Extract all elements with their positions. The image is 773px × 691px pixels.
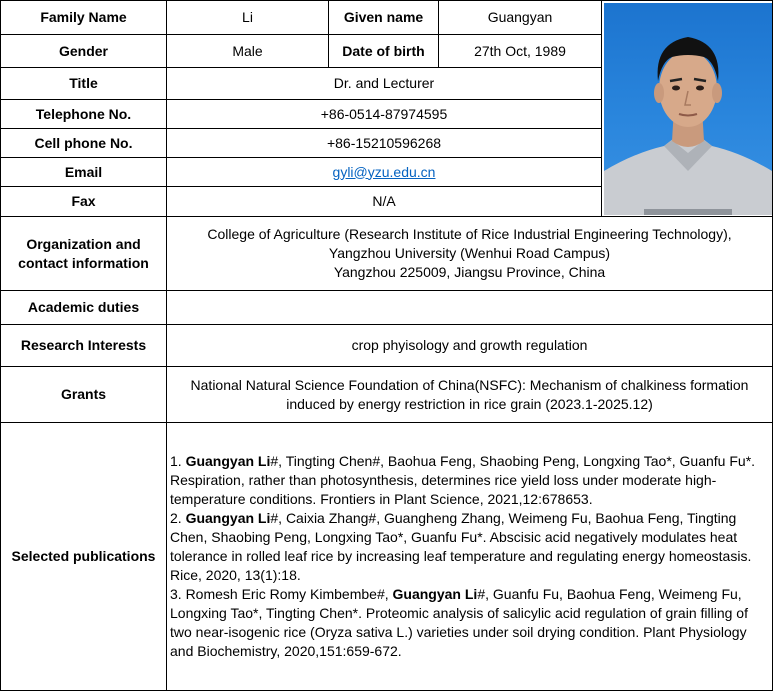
title-label: Title	[1, 68, 167, 100]
given-name-label: Given name	[329, 1, 439, 35]
organization-line2: Yangzhou University (Wenhui Road Campus)	[328, 245, 611, 261]
title-value: Dr. and Lecturer	[167, 68, 602, 100]
publication-item	[170, 452, 769, 509]
email-link[interactable]: gyli@yzu.edu.cn	[332, 163, 436, 180]
family-name-label: Family Name	[1, 1, 167, 35]
publications-label: Selected publications	[1, 423, 167, 691]
dob-label: Date of birth	[329, 35, 439, 68]
research-label: Research Interests	[1, 325, 167, 367]
organization-label-line2: contact information	[18, 254, 149, 271]
grants-line1: National Natural Science Foundation of China(NSFC): Mechanism of chalkiness formation	[190, 376, 749, 393]
portrait-image	[604, 3, 772, 215]
publication-item	[170, 509, 769, 585]
grants-line2: induced by energy restriction in rice grain (2023.1-2025.12)	[286, 395, 653, 412]
organization-value	[167, 217, 773, 291]
given-name-value: Guangyan	[439, 1, 602, 35]
row-grants	[1, 367, 773, 423]
publication-details: Proteomic analysis of salicylic acid regulation of grain filling of two near-isogenic rice (Oryza sativa L.) varieties under soil drying condition. Plant Physiology and Biochemistry, 2020,151:659-672.	[170, 605, 748, 659]
cell-value: +86-15210596268	[167, 129, 602, 158]
telephone-label: Telephone No.	[1, 100, 167, 129]
photo-cell	[602, 1, 773, 217]
row-publications	[1, 423, 773, 691]
organization-line1: College of Agriculture (Research Institute of Rice Industrial Engineering Technology),	[207, 226, 732, 242]
telephone-value: +86-0514-87974595	[167, 100, 602, 129]
row-academic-duties	[1, 291, 773, 325]
publication-details: Respiration, rather than photosynthesis, determines rice yield loss under moderate high-temperature conditions. Frontiers in Plant Science, 2021,12:678653.	[170, 472, 717, 507]
academic-duties-value	[167, 291, 773, 325]
email-cell	[167, 158, 602, 187]
profile-photo	[604, 3, 772, 215]
publication-prefix: 3. Romesh Eric Romy Kimbembe#,	[170, 586, 393, 602]
publication-highlight-author: Guangyan Li	[392, 586, 478, 602]
publications-value	[167, 423, 773, 691]
publication-item	[170, 585, 769, 661]
publication-prefix: 1.	[170, 453, 186, 469]
grants-value	[167, 367, 773, 423]
publication-details: Abscisic acid negatively modulates heat tolerance in rolled leaf rice by increasing leaf temperature and regulating energy homeostasis. Rice, 2020, 13(1):18.	[170, 529, 752, 583]
publication-authors: #, Caixia Zhang#, Guangheng Zhang, Weimeng Fu, Baohua Feng, Tingting Chen, Shaobing Peng, Longxing Tao*, Guanfu Fu*.	[170, 510, 737, 545]
organization-label-line1: Organization and	[26, 235, 141, 252]
gender-label: Gender	[1, 35, 167, 68]
publication-authors: #, Tingting Chen#, Baohua Feng, Shaobing Peng, Longxing Tao*, Guanfu Fu*.	[270, 453, 756, 469]
fax-value: N/A	[167, 187, 602, 217]
publication-highlight-author: Guangyan Li	[185, 453, 271, 469]
publication-highlight-author: Guangyan Li	[185, 510, 271, 526]
organization-line3: Yangzhou 225009, Jiangsu Province, China	[333, 264, 606, 280]
fax-label: Fax	[1, 187, 167, 217]
row-research	[1, 325, 773, 367]
cell-label: Cell phone No.	[1, 129, 167, 158]
dob-value: 27th Oct, 1989	[439, 35, 602, 68]
organization-label	[1, 217, 167, 291]
academic-duties-label: Academic duties	[1, 291, 167, 325]
row-organization	[1, 217, 773, 291]
gender-value: Male	[167, 35, 329, 68]
research-value: crop phyisology and growth regulation	[167, 325, 773, 367]
row-name	[1, 1, 773, 35]
publication-authors: #, Guanfu Fu, Baohua Feng, Weimeng Fu, Longxing Tao*, Tingting Chen*.	[170, 586, 742, 621]
grants-label: Grants	[1, 367, 167, 423]
family-name-value: Li	[167, 1, 329, 35]
email-label: Email	[1, 158, 167, 187]
publication-prefix: 2.	[170, 510, 186, 526]
